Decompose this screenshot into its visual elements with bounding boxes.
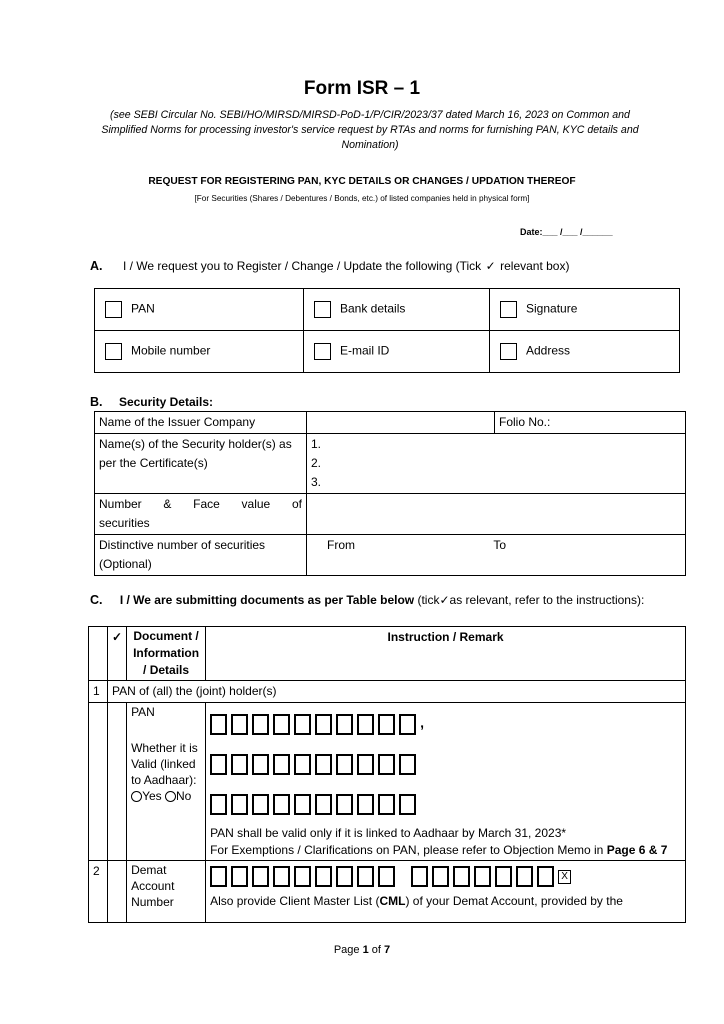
pan-digit-box[interactable] [294, 794, 311, 815]
valid-label: Whether it is Valid (linked to Aadhaar): [131, 741, 198, 787]
pan-checkbox[interactable] [105, 301, 122, 318]
row-1-title: PAN of (all) the (joint) holder(s) [108, 681, 686, 703]
row-2-tick-cell[interactable] [108, 861, 127, 923]
request-title: REQUEST FOR REGISTERING PAN, KYC DETAILS OR CHANGES / UPDATION THEREOF [148, 176, 576, 187]
option-bank-details[interactable] [304, 289, 490, 331]
demat-boxes[interactable] [210, 866, 681, 887]
demat-digit-box[interactable] [336, 866, 353, 887]
pan-boxes-3[interactable] [210, 794, 681, 815]
pan-digit-box[interactable] [294, 754, 311, 775]
request-subtitle: [For Securities (Shares / Debentures / Bonds, etc.) of listed companies held in physical form] [194, 194, 530, 203]
signature-checkbox[interactable] [500, 301, 517, 318]
pan-boxes-2[interactable] [210, 754, 681, 775]
section-c-bold: I / We are submitting documents as per Table below [119, 593, 415, 607]
issuer-input[interactable] [307, 412, 495, 434]
yes-no-radios [131, 788, 201, 804]
section-b-letter: B. [90, 395, 103, 409]
demat-digit-box[interactable] [495, 866, 512, 887]
no-label: No [175, 789, 192, 803]
row-2-number: 2 [89, 861, 108, 923]
issuer-label: Name of the Issuer Company [95, 412, 307, 434]
pan-digit-box[interactable] [378, 794, 395, 815]
section-a-letter: A. [90, 259, 103, 273]
demat-digit-box[interactable] [474, 866, 491, 887]
pan-note: PAN shall be valid only if it is linked to Aadhaar by March 31, 2023* [210, 826, 567, 840]
option-signature[interactable] [490, 289, 680, 331]
demat-digit-box[interactable] [411, 866, 428, 887]
email-id-checkbox[interactable] [314, 343, 331, 360]
pan-digit-box[interactable] [294, 714, 311, 735]
page-current: 1 [362, 944, 369, 956]
option-label: Mobile number [131, 343, 211, 358]
tick-header-icon: ✓ [108, 627, 127, 681]
option-address[interactable] [490, 331, 680, 373]
pan-digit-box[interactable] [315, 754, 332, 775]
demat-digit-box[interactable] [453, 866, 470, 887]
pan-digit-box[interactable] [315, 794, 332, 815]
bank-details-checkbox[interactable] [314, 301, 331, 318]
exemption-text: For Exemptions / Clarifications on PAN, please refer to Objection Memo in [210, 843, 604, 857]
pan-digit-box[interactable] [399, 754, 416, 775]
yes-label: Yes [142, 789, 162, 803]
to-label: To [493, 538, 507, 552]
holder-number-3: 3. [311, 475, 322, 489]
address-checkbox[interactable] [500, 343, 517, 360]
section-c-letter: C. [90, 593, 103, 607]
option-mobile-number[interactable] [95, 331, 304, 373]
section-b-heading [90, 393, 213, 411]
demat-digit-box[interactable] [537, 866, 554, 887]
form-title: Form ISR – 1 [303, 78, 421, 99]
cml-text-2: ) of your Demat Account, provided by the [405, 894, 623, 908]
instruction-header: Instruction / Remark [206, 627, 686, 681]
pan-digit-box[interactable] [378, 754, 395, 775]
section-c-text-1: (tick [417, 593, 440, 607]
pan-digit-box[interactable] [252, 754, 269, 775]
option-pan[interactable] [95, 289, 304, 331]
nf-word: of [291, 497, 302, 511]
number-face-label [95, 494, 307, 535]
pan-digit-box[interactable] [210, 714, 227, 735]
demat-digit-box[interactable] [210, 866, 227, 887]
demat-digit-box[interactable] [378, 866, 395, 887]
pan-input-cell [206, 703, 686, 861]
demat-digit-box[interactable] [516, 866, 533, 887]
cml-bold: CML [379, 894, 406, 908]
option-label: E-mail ID [340, 343, 390, 358]
number-face-input[interactable] [307, 494, 686, 535]
pan-digit-box[interactable] [336, 794, 353, 815]
page-of: of [371, 944, 381, 956]
option-label: Bank details [340, 301, 406, 316]
num-header [89, 627, 108, 681]
section-a-text: I / We request you to Register / Change / Update the following (Tick [122, 259, 482, 273]
yes-radio[interactable] [131, 791, 142, 802]
pan-digit-box[interactable] [252, 714, 269, 735]
pan-digit-box[interactable] [231, 794, 248, 815]
demat-digit-box[interactable] [294, 866, 311, 887]
no-radio[interactable] [165, 791, 176, 802]
nf-word: & [163, 497, 172, 511]
pan-digit-box[interactable] [357, 754, 374, 775]
documents-table [88, 626, 686, 923]
holders-input[interactable] [307, 434, 686, 494]
pan-digit-box[interactable] [357, 794, 374, 815]
pan-digit-box[interactable] [231, 754, 248, 775]
row-1-tick-cell[interactable] [108, 703, 127, 861]
nf-word: Number [99, 497, 142, 511]
option-label: PAN [131, 301, 155, 316]
folio-label: Folio No.: [499, 415, 551, 429]
pan-comma: , [420, 714, 424, 731]
exemption-pages: Page 6 & 7 [606, 843, 668, 857]
holder-number-2: 2. [311, 456, 322, 470]
page-total: 7 [384, 944, 391, 956]
cml-note [210, 893, 681, 910]
pan-digit-box[interactable] [273, 794, 290, 815]
pan-digit-box[interactable] [273, 714, 290, 735]
option-label: Signature [526, 301, 578, 316]
pan-digit-box[interactable] [336, 714, 353, 735]
exemption-note [210, 842, 681, 859]
demat-digit-box[interactable] [273, 866, 290, 887]
demat-digit-box[interactable] [432, 866, 449, 887]
section-c-heading [90, 592, 690, 609]
tick-icon: ✓ [485, 259, 496, 273]
folio-cell[interactable] [495, 412, 686, 434]
pan-digit-box[interactable] [399, 794, 416, 815]
change-options-table [94, 288, 680, 373]
pan-digit-box[interactable] [231, 714, 248, 735]
circular-reference: (see SEBI Circular No. SEBI/HO/MIRSD/MIRSD-PoD-1/P/CIR/2023/37 dated March 16, 2023 on Common and Simplified Norms for processing investor's service request by RTAs and norms for furnishing PAN, KYC details and Nomination) [101, 109, 639, 151]
pan-digit-box[interactable] [336, 754, 353, 775]
from-label: From [327, 538, 355, 552]
section-b-title: Security Details: [118, 395, 213, 409]
security-details-table [94, 411, 686, 576]
pan-digit-box[interactable] [315, 714, 332, 735]
nf-word: Face [193, 497, 220, 511]
option-label: Address [526, 343, 571, 358]
document-header: Document / Information / Details [127, 627, 206, 681]
pan-label-cell [127, 703, 206, 861]
tick-icon: ✓ [439, 593, 450, 607]
pan-digit-box[interactable] [273, 754, 290, 775]
nf-word: securities [99, 516, 150, 530]
page-number [0, 944, 724, 956]
section-a-text-after: relevant box) [500, 259, 570, 273]
pan-digit-box[interactable] [357, 714, 374, 735]
pan-digit-box[interactable] [252, 794, 269, 815]
section-c-text-2: as relevant, refer to the instructions): [449, 593, 645, 607]
distinctive-input[interactable] [307, 535, 686, 576]
pan-digit-box[interactable] [399, 714, 416, 735]
page-prefix: Page [333, 944, 360, 956]
mobile-number-checkbox[interactable] [105, 343, 122, 360]
demat-digit-box[interactable] [231, 866, 248, 887]
demat-digit-box[interactable] [252, 866, 269, 887]
demat-label: Demat Account Number [127, 861, 206, 923]
pan-digit-box[interactable] [378, 714, 395, 735]
cml-text-1: Also provide Client Master List ( [210, 894, 380, 908]
holder-number-1: 1. [311, 437, 322, 451]
demat-digit-box[interactable] [357, 866, 374, 887]
nf-word: value [241, 497, 271, 511]
date-field[interactable]: Date:___ /___ /______ [520, 227, 613, 237]
pan-label: PAN [131, 705, 155, 719]
pan-boxes-1[interactable] [210, 714, 681, 735]
distinctive-label: Distinctive number of securities (Optional) [95, 535, 307, 576]
holders-label: Name(s) of the Security holder(s) as per the Certificate(s) [95, 434, 307, 494]
option-email-id[interactable] [304, 331, 490, 373]
number-face-line [99, 495, 302, 514]
row-1-blank [89, 703, 108, 861]
demat-x-box[interactable]: X [558, 870, 571, 884]
pan-digit-box[interactable] [210, 754, 227, 775]
section-a-heading [90, 257, 569, 275]
demat-digit-box[interactable] [315, 866, 332, 887]
pan-digit-box[interactable] [210, 794, 227, 815]
demat-input-cell [206, 861, 686, 923]
row-1-number: 1 [89, 681, 108, 703]
